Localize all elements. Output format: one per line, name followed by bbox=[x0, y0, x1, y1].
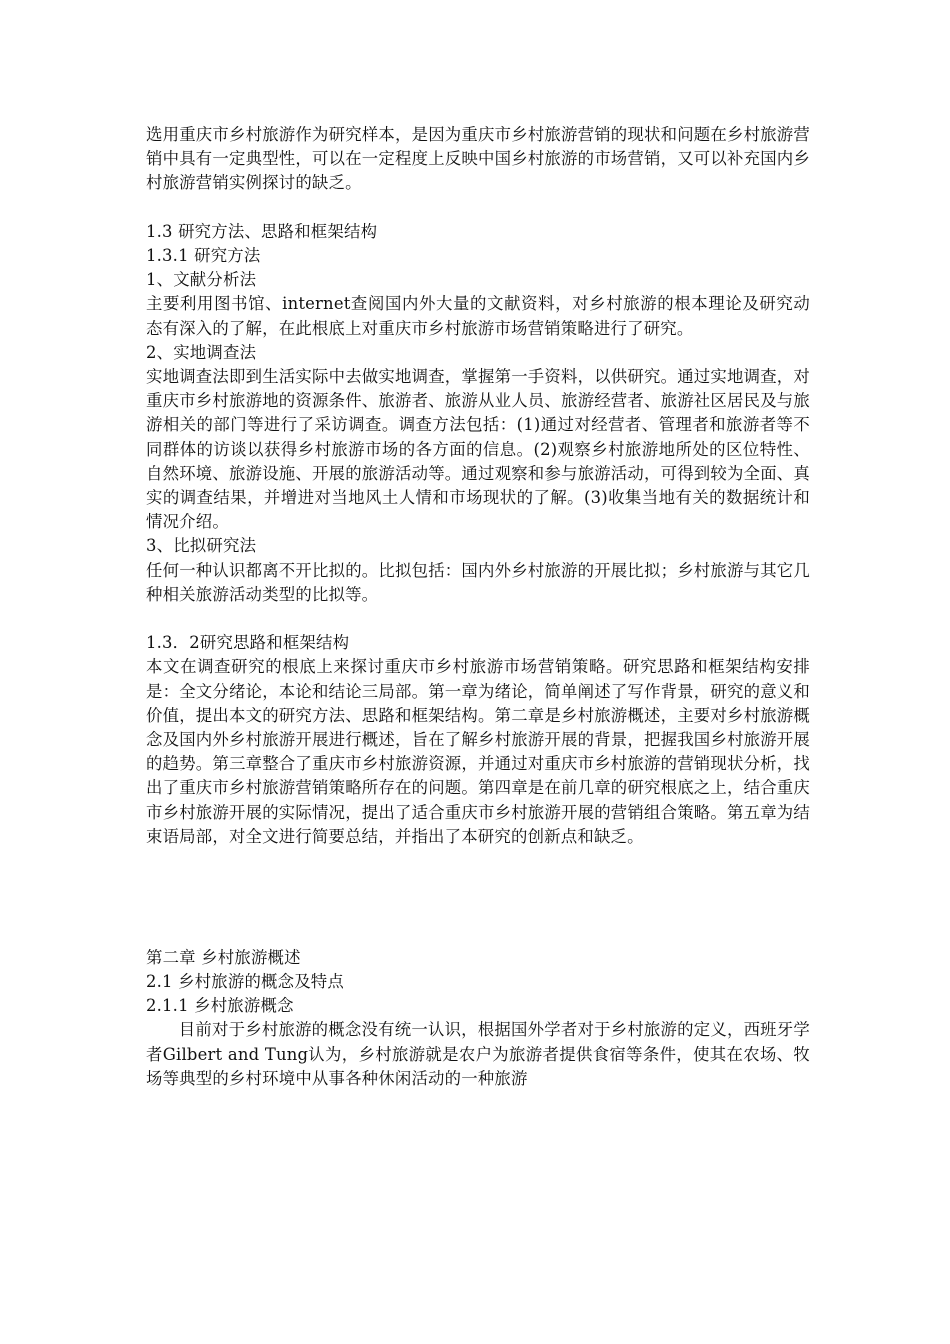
framework-paragraph: 本文在调查研究的根底上来探讨重庆市乡村旅游市场营销策略。研究思路和框架结构安排是：全文分绪论，本论和结论三局部。第一章为绪论，简单阐述了写作背景，研究的意义和价值，提出本文的研究方法、思路和框架结构。第二章是乡村旅游概述，主要对乡村旅游概念及国内外乡村旅游开展进行概述，旨在了解乡村旅游开展的背景，把握我国乡村旅游开展的趋势。第三章整合了重庆市乡村旅游资源，并通过对重庆市乡村旅游的营销现状分析，找出了重庆市乡村旅游营销策略所存在的问题。第四章是在前几章的研究根底之上，结合重庆市乡村旅游开展的实际情况，提出了适合重庆市乡村旅游开展的营销组合策略。第五章为结束语局部，对全文进行简要总结，并指出了本研究的创新点和缺乏。 bbox=[146, 657, 810, 846]
method-paragraph-literature: 主要利用图书馆、internet查阅国内外大量的文献资料，对乡村旅游的根本理论及研究动态有深入的了解，在此根底上对重庆市乡村旅游市场营销策略进行了研究。 bbox=[146, 294, 810, 338]
subsection-heading-1-3-1: 1.3.1 研究方法 bbox=[146, 246, 261, 265]
spacer bbox=[146, 607, 810, 631]
subsection-heading-2-1-1: 2.1.1 乡村旅游概念 bbox=[146, 996, 294, 1016]
document-body bbox=[146, 123, 810, 1091]
section-heading-2-1: 2.1 乡村旅游的概念及特点 bbox=[146, 972, 344, 992]
method-paragraph-field-survey: 实地调查法即到生活实际中去做实地调查，掌握第一手资料，以供研究。通过实地调查，对重庆市乡村旅游地的资源条件、旅游者、旅游从业人员、旅游经营者、旅游社区居民及与旅游相关的部门等进行了采访调查。调查方法包括：(1)通过对经营者、管理者和旅游者等不同群体的访谈以获得乡村旅游市场的各方面的信息。(2)观察乡村旅游地所处的区位特性、自然环境、旅游设施、开展的旅游活动等。通过观察和参与旅游活动，可得到较为全面、真实的调查结果，并增进对当地风土人情和市场现状的了解。(3)收集当地有关的数据统计和情况介绍。 bbox=[146, 367, 810, 532]
spacer bbox=[146, 196, 810, 220]
section-heading-1-3: 1.3 研究方法、思路和框架结构 bbox=[146, 221, 378, 241]
spacer bbox=[146, 849, 810, 946]
chapter-heading-2: 第二章 乡村旅游概述 bbox=[146, 947, 301, 967]
method-heading-literature: 1、文献分析法 bbox=[146, 270, 257, 290]
subsection-heading-1-3-2: 1.3．2研究思路和框架结构 bbox=[146, 633, 350, 653]
method-heading-comparison: 3、比拟研究法 bbox=[146, 536, 257, 556]
method-heading-field-survey: 2、实地调查法 bbox=[146, 342, 257, 362]
rural-tourism-definition-paragraph: 目前对于乡村旅游的概念没有统一认识，根据国外学者对于乡村旅游的定义，西班牙学者Gilbert and Tung认为，乡村旅游就是农户为旅游者提供食宿等条件，使其在农场、牧场等典型的乡村环境中从事各种休闲活动的一种旅游 bbox=[146, 1020, 810, 1088]
method-paragraph-comparison: 任何一种认识都离不开比拟的。比拟包括：国内外乡村旅游的开展比拟；乡村旅游与其它几种相关旅游活动类型的比拟等。 bbox=[146, 560, 810, 604]
intro-paragraph: 选用重庆市乡村旅游作为研究样本，是因为重庆市乡村旅游营销的现状和问题在乡村旅游营销中具有一定典型性，可以在一定程度上反映中国乡村旅游的市场营销，又可以补充国内乡村旅游营销实例探讨的缺乏。 bbox=[146, 125, 810, 193]
